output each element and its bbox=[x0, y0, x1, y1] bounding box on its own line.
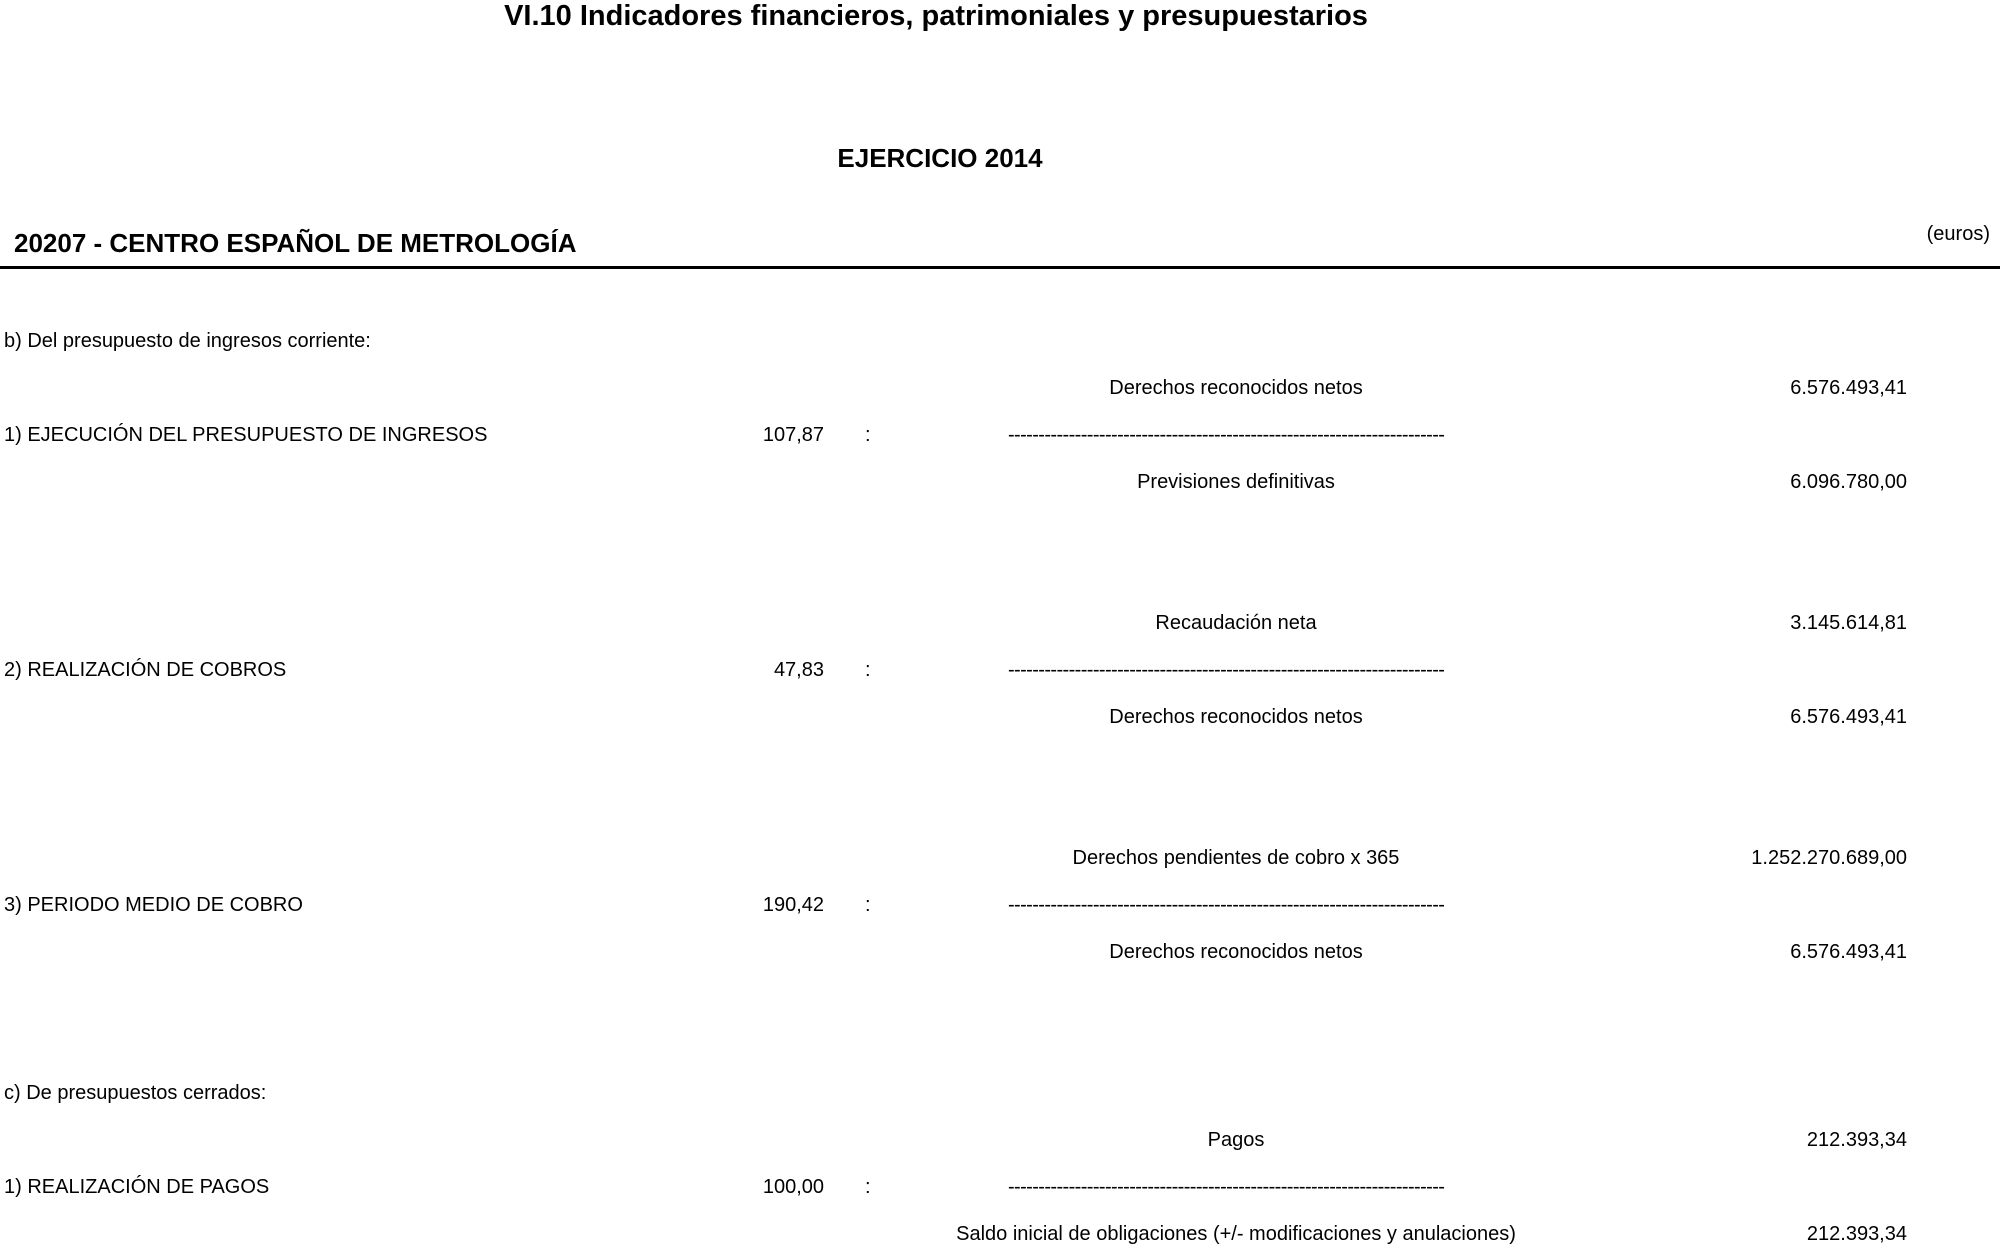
indicator-value: 107,87 bbox=[762, 424, 824, 446]
denominator-amount: 6.576.493,41 bbox=[1790, 941, 1907, 963]
numerator-amount: 1.252.270.689,00 bbox=[1751, 847, 1907, 869]
indicator-label: 2) REALIZACIÓN DE COBROS bbox=[4, 659, 287, 681]
fraction-line: ------------------------------------------------------------------------ bbox=[1008, 659, 1445, 681]
section-heading-closed-budgets: c) De presupuestos cerrados: bbox=[4, 1082, 267, 1104]
numerator-amount: 3.145.614,81 bbox=[1790, 612, 1907, 634]
fraction-line: ------------------------------------------------------------------------ bbox=[1008, 1176, 1445, 1198]
indicator-colon: : bbox=[865, 1176, 871, 1198]
section-heading-current-income: b) Del presupuesto de ingresos corriente: bbox=[4, 330, 371, 352]
denominator-amount: 212.393,34 bbox=[1806, 1223, 1907, 1245]
numerator-amount: 212.393,34 bbox=[1806, 1129, 1907, 1151]
indicator-colon: : bbox=[865, 659, 871, 681]
report-title: VI.10 Indicadores financieros, patrimoniales y presupuestarios bbox=[504, 0, 1368, 32]
exercise-year: EJERCICIO 2014 bbox=[837, 143, 1043, 173]
indicator-colon: : bbox=[865, 424, 871, 446]
denominator-label: Previsiones definitivas bbox=[1137, 471, 1335, 493]
indicator-label: 1) REALIZACIÓN DE PAGOS bbox=[4, 1176, 270, 1198]
indicator-label: 3) PERIODO MEDIO DE COBRO bbox=[4, 894, 303, 916]
denominator-label: Saldo inicial de obligaciones (+/- modificaciones y anulaciones) bbox=[956, 1223, 1516, 1245]
numerator-amount: 6.576.493,41 bbox=[1790, 377, 1907, 399]
denominator-amount: 6.576.493,41 bbox=[1790, 706, 1907, 728]
numerator-label: Derechos pendientes de cobro x 365 bbox=[1072, 847, 1400, 869]
numerator-label: Recaudación neta bbox=[1155, 612, 1317, 634]
indicator-value: 47,83 bbox=[773, 659, 824, 681]
indicator-label: 1) EJECUCIÓN DEL PRESUPUESTO DE INGRESOS bbox=[4, 424, 488, 446]
numerator-label: Derechos reconocidos netos bbox=[1109, 377, 1363, 399]
header-divider bbox=[0, 266, 2000, 269]
numerator-label: Pagos bbox=[1207, 1129, 1265, 1151]
fraction-line: ------------------------------------------------------------------------ bbox=[1008, 424, 1445, 446]
denominator-label: Derechos reconocidos netos bbox=[1109, 706, 1363, 728]
indicator-colon: : bbox=[865, 894, 871, 916]
indicator-value: 190,42 bbox=[762, 894, 824, 916]
denominator-amount: 6.096.780,00 bbox=[1790, 471, 1907, 493]
denominator-label: Derechos reconocidos netos bbox=[1109, 941, 1363, 963]
indicator-value: 100,00 bbox=[762, 1176, 824, 1198]
fraction-line: ------------------------------------------------------------------------ bbox=[1008, 894, 1445, 916]
currency-units: (euros) bbox=[1926, 223, 1990, 245]
entity-name: 20207 - CENTRO ESPAÑOL DE METROLOGÍA bbox=[14, 228, 577, 258]
